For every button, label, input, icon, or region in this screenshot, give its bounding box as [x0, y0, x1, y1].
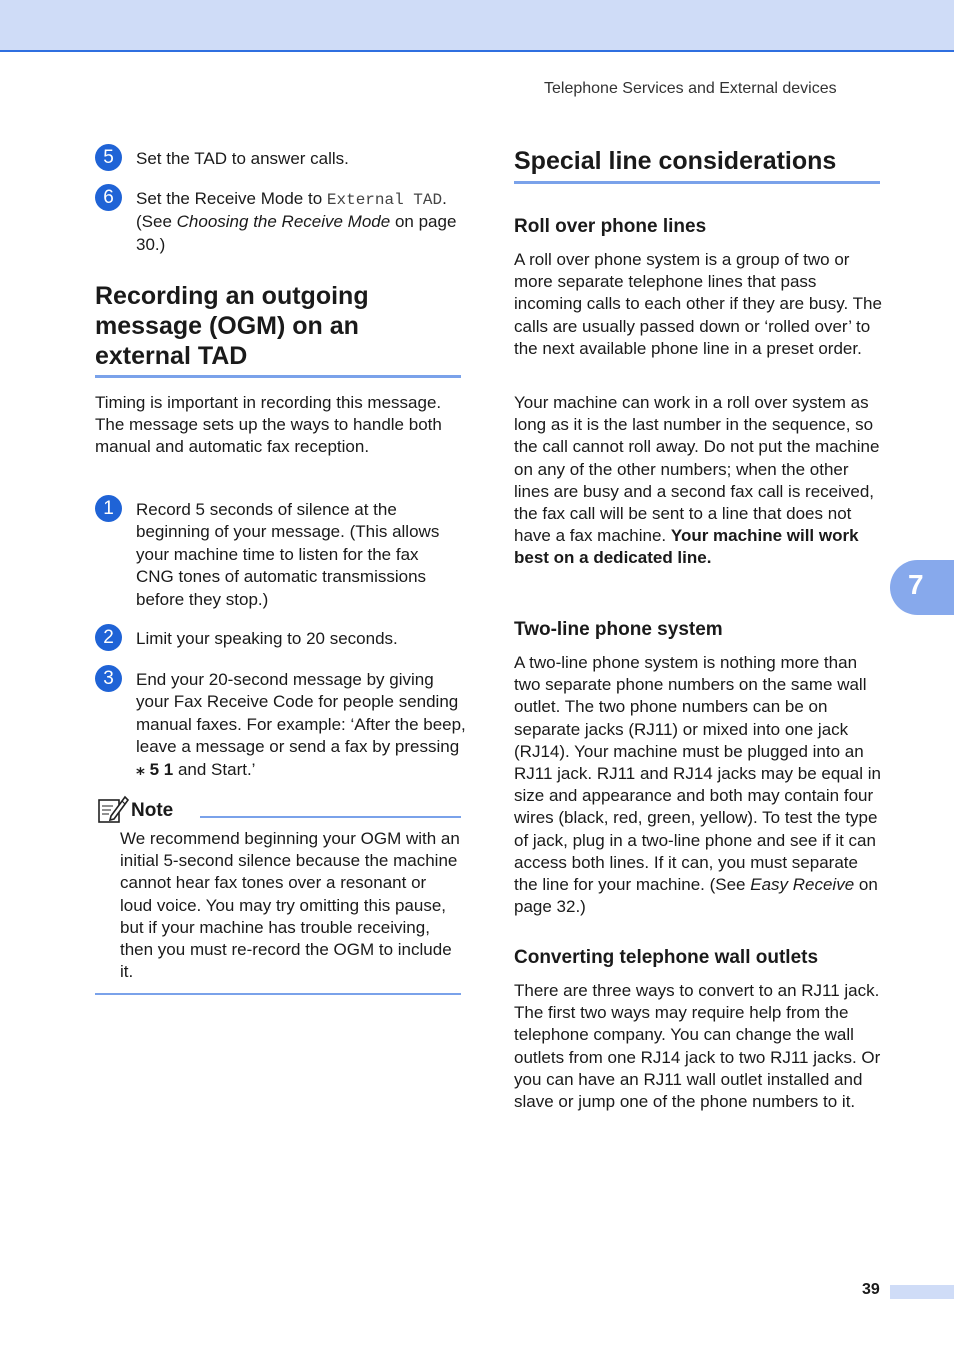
intro-paragraph: Timing is important in recording this message. The message sets up the ways to handle both manual and automatic fax reception. — [95, 393, 442, 457]
note-rule-bottom — [95, 993, 461, 995]
heading-rule — [95, 375, 461, 378]
top-header-band — [0, 0, 954, 52]
subheading-two-line: Two-line phone system — [514, 619, 723, 640]
section-heading-special-lines: Special line considerations — [514, 147, 837, 175]
step-text: Limit your speaking to 20 seconds. — [136, 629, 398, 648]
note-text: We recommend beginning your OGM with an initial 5-second silence because the machine cannot hear fax tones over a resonant or loud voice. You may try omitting this pause, but if your machine has trouble receiving, then you must re-record the OGM to include it. — [120, 829, 460, 982]
note-title: Note — [131, 800, 174, 821]
step-number-badge: 3 — [95, 665, 122, 692]
step-number-badge: 1 — [95, 495, 122, 522]
note-pencil-icon — [97, 794, 129, 824]
fax-receive-code: 5 1 — [144, 759, 174, 779]
step-number-badge: 5 — [95, 144, 122, 171]
footer-band — [890, 1285, 954, 1299]
step-text: Record 5 seconds of silence at the beginning of your message. (This allows your machine time to listen for the fax CNG tones of automatic transmissions before they stop.) — [136, 500, 440, 609]
roll-over-paragraph-2: Your machine can work in a roll over system as long as it is the last number in the sequence, so the call cannot roll away. Do not put the machine on any of the other numbers; when the other lines are busy and a second fax call is received, the fax call will be sent to a line that does not have a fax machine. Your machine will work best on a dedicated line. — [514, 393, 880, 568]
two-line-paragraph: A two-line phone system is nothing more than two separate phone numbers on the same wall outlet. The two phone numbers can be on separate jacks (RJ11) or mixed into one jack (RJ14). Your machine must be plugged into an RJ11 jack. RJ11 and RJ14 jacks may be equal in size and appearance and both may contain four wires (black, red, green, yellow). To test the type of jack, plug in a two-line phone and see if it can access both lines. If it can, you must separate the line for your machine. (See Easy Receive on page 32.) — [514, 653, 881, 917]
receive-mode-code: External TAD — [326, 191, 443, 209]
step-number-badge: 6 — [95, 184, 122, 211]
running-header: Telephone Services and External devices — [544, 80, 837, 97]
heading-rule — [514, 181, 880, 184]
cross-reference: Choosing the Receive Mode — [176, 212, 391, 232]
roll-over-paragraph-1: A roll over phone system is a group of two or more separate telephone lines that pass incoming calls to each other if they are busy. The calls are usually passed down or ‘rolled over’ to the next available phone line in a preset order. — [514, 250, 882, 358]
wall-outlets-paragraph: There are three ways to convert to an RJ11 jack. The first two ways may require help from the telephone company. You can change the wall outlets from one RJ14 jack to two RJ11 jacks. Or you can have an RJ11 wall outlet installed and slave or jump one of the phone numbers to it. — [514, 981, 881, 1112]
section-heading-ogm: Recording an outgoing message (OGM) on an external TAD — [95, 282, 369, 370]
step-text: End your 20-second message by giving your Fax Receive Code for people sending manual faxes. For example: ‘After the beep, leave a message or send a fax by pressing ⁎ 5 1 and Start.’ — [136, 670, 466, 779]
step-text: Set the TAD to answer calls. — [136, 149, 349, 168]
step-text: Set the Receive Mode to External TAD. (See Choosing the Receive Mode on page 30.) — [136, 189, 457, 254]
step-number-badge: 2 — [95, 624, 122, 651]
page-number: 39 — [862, 1281, 880, 1298]
chapter-tab: 7 — [890, 560, 954, 615]
asterisk-key-icon: ⁎ — [136, 759, 145, 779]
subheading-roll-over: Roll over phone lines — [514, 216, 707, 237]
subheading-wall-outlets: Converting telephone wall outlets — [514, 947, 819, 968]
dedicated-line-advice: Your machine will work best on a dedicated line. — [514, 526, 859, 568]
note-rule-top — [200, 816, 461, 818]
cross-reference: Easy Receive — [750, 875, 855, 895]
